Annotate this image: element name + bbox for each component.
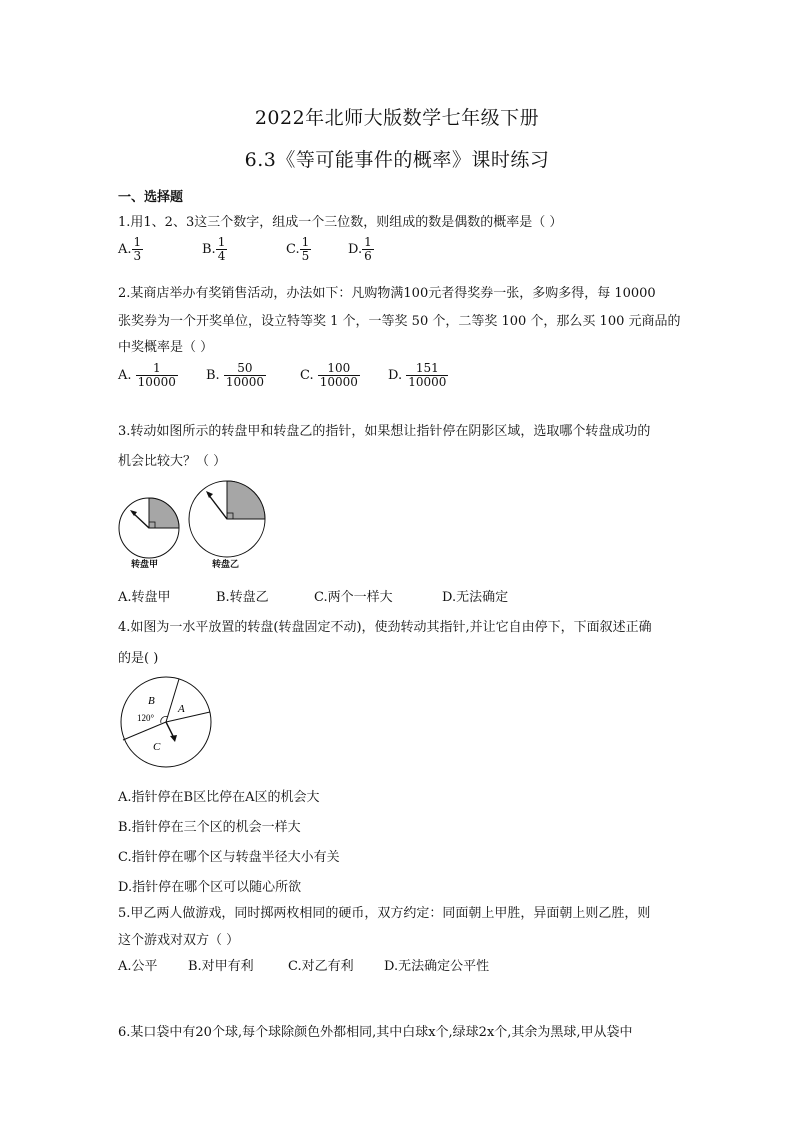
q2-option-c: C. $\frac{100}{10000}$ xyxy=(300,361,358,390)
q5-option-a: A.公平 xyxy=(118,959,158,974)
q3-option-c: C.两个一样大 xyxy=(314,590,393,605)
q3-options xyxy=(118,586,538,606)
q5-options xyxy=(118,955,538,975)
q1-options xyxy=(118,236,518,276)
q1-option-b: B. $\frac{1}{4}$ xyxy=(202,235,226,264)
section-heading: 一、选择题 xyxy=(118,190,184,205)
q4-spinner-figure xyxy=(116,674,216,770)
q3-option-a: A.转盘甲 xyxy=(118,590,171,605)
q2-line1: 2.某商店举办有奖销售活动，办法如下：凡购物满100元者得奖券一张，多购多得，每 10000 xyxy=(118,286,656,301)
q2-line3: 中奖概率是（ ） xyxy=(118,340,214,355)
q1-option-d: D. $\frac{1}{6}$ xyxy=(348,235,372,264)
q3-option-d: D.无法确定 xyxy=(442,590,509,605)
angle-label: 120° xyxy=(137,713,155,723)
spinner-jia-shade xyxy=(149,498,179,528)
q5-option-d: D.无法确定公平性 xyxy=(384,959,490,974)
q4-line2: 的是( ) xyxy=(118,651,159,666)
q2-line2: 张奖券为一个开奖单位，设立特等奖 1 个，一等奖 50 个，二等奖 100 个，那么买 100 元商品的 xyxy=(118,314,681,329)
q4-option-b: B.指针停在三个区的机会一样大 xyxy=(118,820,301,835)
q4-option-c: C.指针停在哪个区与转盘半径大小有关 xyxy=(118,850,340,865)
doc-title: 2022年北师大版数学七年级下册 xyxy=(254,107,540,129)
spinner-yi xyxy=(189,481,265,557)
q6-line1: 6.某口袋中有20个球,每个球除颜色外都相同,其中白球x个,绿球2x个,其余为黑球,甲从袋中 xyxy=(118,1025,633,1040)
region-a-label: A xyxy=(178,703,185,715)
q5-option-b: B.对甲有利 xyxy=(188,959,254,974)
q5-option-c: C.对乙有利 xyxy=(288,959,354,974)
q2-option-b: B. $\frac{50}{10000}$ xyxy=(206,361,265,390)
q3-label-yi: 转盘乙 xyxy=(212,560,240,570)
q4-option-a: A.指针停在B区比停在A区的机会大 xyxy=(118,790,320,805)
q1-option-a: A. $\frac{1}{3}$ xyxy=(118,235,142,264)
q2-option-d: D. $\frac{151}{10000}$ xyxy=(388,361,447,390)
q3-label-jia: 转盘甲 xyxy=(131,560,159,570)
q1-stem: 1.用1、2、3这三个数字，组成一个三位数，则组成的数是偶数的概率是（ ） xyxy=(118,215,563,230)
q3-line2: 机会比较大？（ ） xyxy=(118,454,227,469)
q3-line1: 3.转动如图所示的转盘甲和转盘乙的指针，如果想让指针停在阴影区域，选取哪个转盘成功的 xyxy=(118,424,651,439)
region-b-label: B xyxy=(148,695,155,707)
q2-option-a: A. $\frac{1}{10000}$ xyxy=(118,361,176,390)
region-c-label: C xyxy=(153,741,161,753)
q1-option-c: C. $\frac{1}{5}$ xyxy=(286,235,310,264)
spinner-jia xyxy=(119,498,179,558)
q4-line1: 4.如图为一水平放置的转盘(转盘固定不动)，使劲转动其指针,并让它自由停下，下面叙述正确 xyxy=(118,620,652,635)
q5-line1: 5.甲乙两人做游戏，同时掷两枚相同的硬币，双方约定：同面朝上甲胜，异面朝上则乙胜，则 xyxy=(118,906,651,921)
doc-subtitle: 6.3《等可能事件的概率》课时练习 xyxy=(244,149,550,171)
q3-option-b: B.转盘乙 xyxy=(216,590,269,605)
q5-line2: 这个游戏对双方（ ） xyxy=(118,933,240,948)
q4-option-d: D.指针停在哪个区可以随心所欲 xyxy=(118,880,302,895)
q2-options xyxy=(118,362,538,402)
